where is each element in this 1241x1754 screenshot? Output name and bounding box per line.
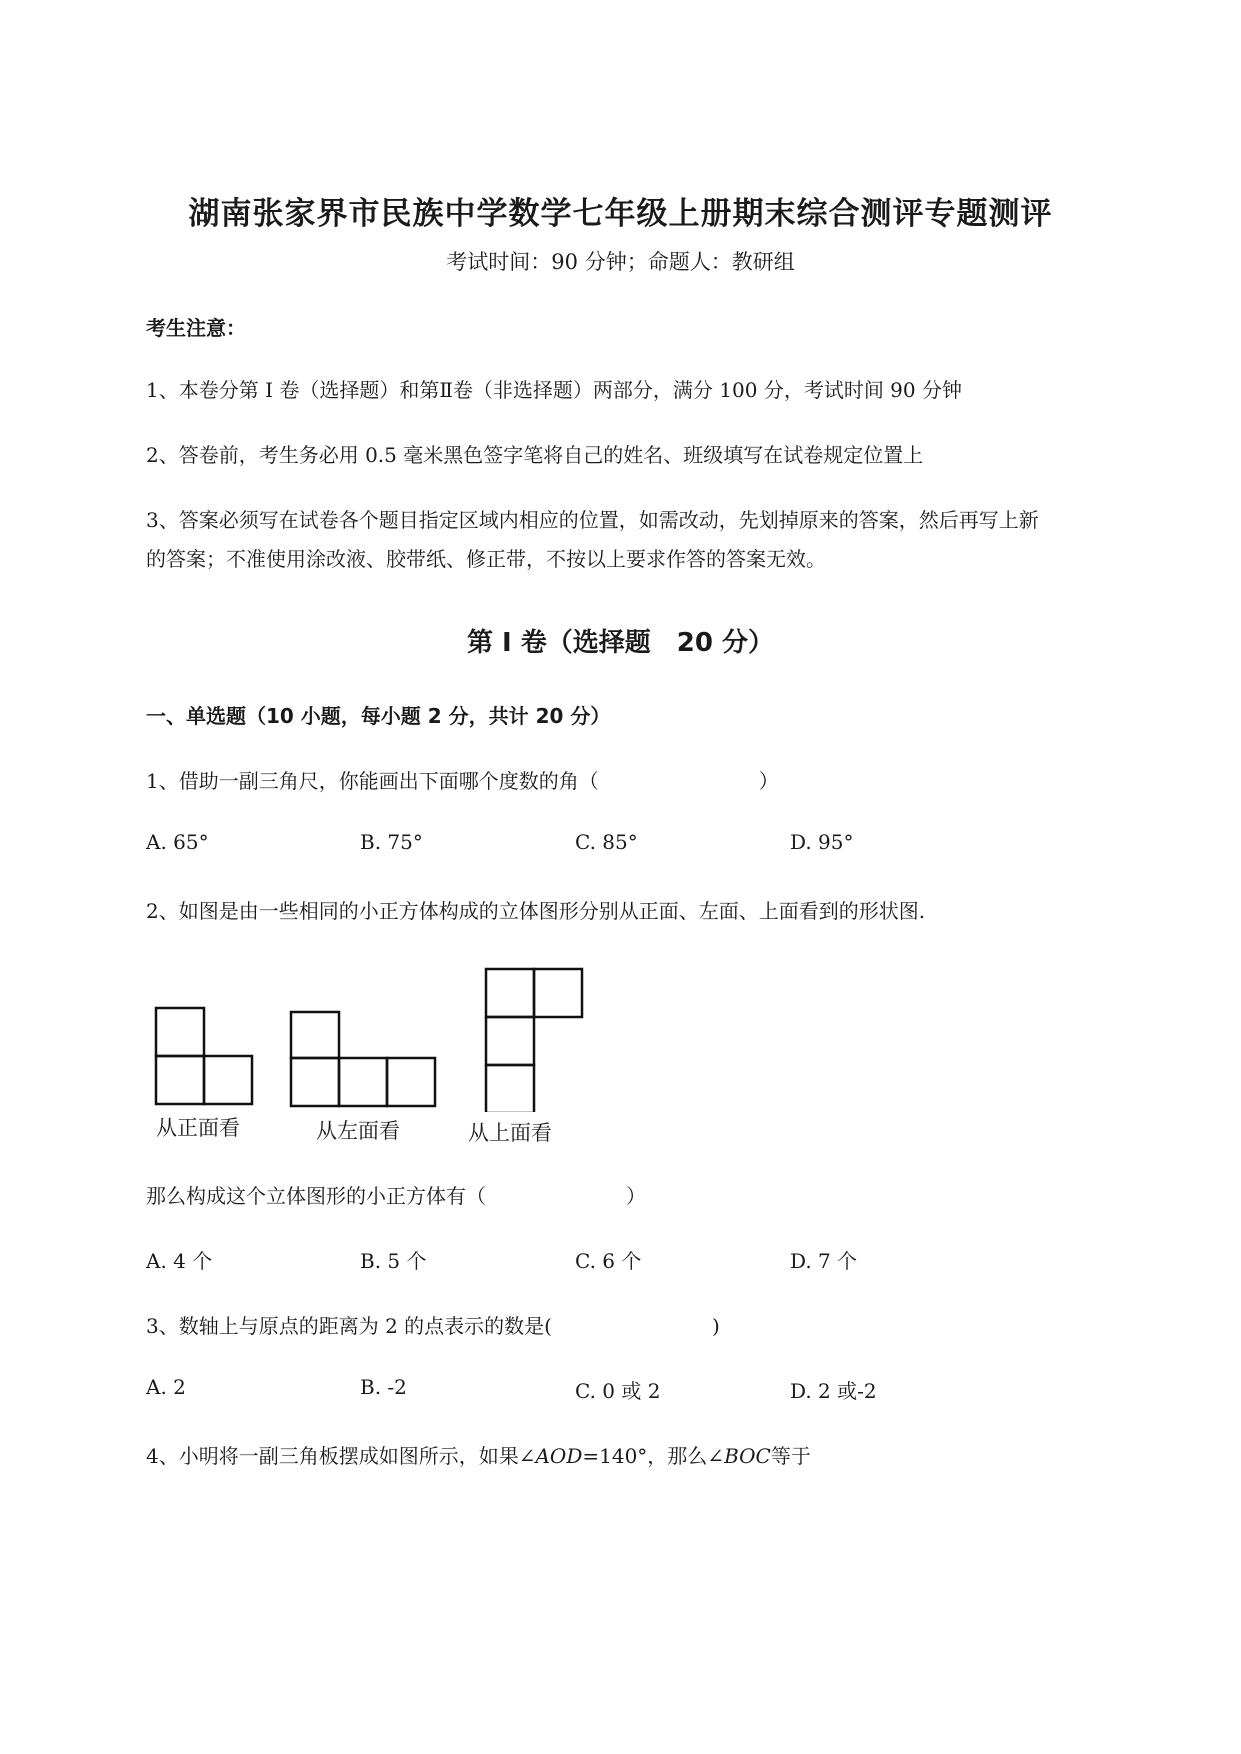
front-view-label: 从正面看 xyxy=(156,1116,240,1140)
three-views-figure xyxy=(146,962,606,1152)
question-3-option-a: A. 2 xyxy=(146,1375,186,1399)
notice-item-3: 3、答案必须写在试卷各个题目指定区域内相应的位置，如需改动，先划掉原来的答案，然后再写上新 xyxy=(146,508,1039,532)
notice-item-2: 2、答卷前，考生务必用 0.5 毫米黑色签字笔将自己的姓名、班级填写在试卷规定位置上 xyxy=(146,443,924,467)
question-2-option-a: A. 4 个 xyxy=(146,1249,213,1273)
angle-boc-label: BOC xyxy=(724,1444,771,1468)
question-1-option-c: C. 85° xyxy=(575,830,638,854)
section-title: 第 I 卷（选择题 20 分） xyxy=(466,628,774,658)
front-view-square xyxy=(156,1008,204,1056)
front-view-square xyxy=(204,1056,252,1104)
question-1-option-d: D. 95° xyxy=(790,830,854,854)
exam-info: 考试时间：90 分钟；命题人：教研组 xyxy=(446,250,795,274)
question-1-option-b: B. 75° xyxy=(360,830,423,854)
question-3-option-c: C. 0 或 2 xyxy=(575,1379,661,1403)
top-view-square xyxy=(486,1065,534,1112)
left-view-square xyxy=(339,1058,387,1106)
question-3-option-d: D. 2 或-2 xyxy=(790,1379,877,1403)
left-view-square xyxy=(291,1058,339,1106)
top-view-label: 从上面看 xyxy=(468,1121,552,1145)
question-2-option-d: D. 7 个 xyxy=(790,1249,858,1273)
question-4-stem-pre: 4、小明将一副三角板摆成如图所示，如果∠ xyxy=(146,1444,536,1468)
three-views-drawing xyxy=(146,962,606,1112)
question-2-option-c: C. 6 个 xyxy=(575,1249,642,1273)
angle-aod-label: AOD xyxy=(535,1444,583,1468)
left-view-square xyxy=(291,1012,339,1058)
part-heading: 一、单选题（10 小题，每小题 2 分，共计 20 分） xyxy=(146,704,611,728)
question-3-stem: 3、数轴上与原点的距离为 2 的点表示的数是( ) xyxy=(146,1314,720,1338)
top-view-square xyxy=(486,1017,534,1065)
top-view-square xyxy=(486,969,534,1017)
question-4-stem-mid: =140°，那么∠ xyxy=(582,1444,725,1468)
question-2-stem-2: 那么构成这个立体图形的小正方体有（ ） xyxy=(146,1184,646,1208)
front-view-square xyxy=(156,1056,204,1104)
left-view-label: 从左面看 xyxy=(316,1119,400,1143)
question-3-option-b: B. -2 xyxy=(360,1375,407,1399)
question-2-stem: 2、如图是由一些相同的小正方体构成的立体图形分别从正面、左面、上面看到的形状图. xyxy=(146,899,926,923)
question-2-option-b: B. 5 个 xyxy=(360,1249,427,1273)
left-view-square xyxy=(387,1058,435,1106)
top-view-square xyxy=(534,969,582,1017)
question-4-stem-post: 等于 xyxy=(770,1444,811,1468)
question-1-option-a: A. 65° xyxy=(146,830,209,854)
notice-item-3-cont: 的答案；不准使用涂改液、胶带纸、修正带，不按以上要求作答的答案无效。 xyxy=(146,547,826,571)
notice-item-1: 1、本卷分第 I 卷（选择题）和第Ⅱ卷（非选择题）两部分，满分 100 分，考试时间 90 分钟 xyxy=(146,378,962,402)
notice-heading: 考生注意： xyxy=(146,316,246,340)
page-title: 湖南张家界市民族中学数学七年级上册期末综合测评专题测评 xyxy=(188,196,1053,232)
question-4-stem xyxy=(146,1440,811,1469)
question-1-stem: 1、借助一副三角尺，你能画出下面哪个度数的角（ ） xyxy=(146,769,779,793)
